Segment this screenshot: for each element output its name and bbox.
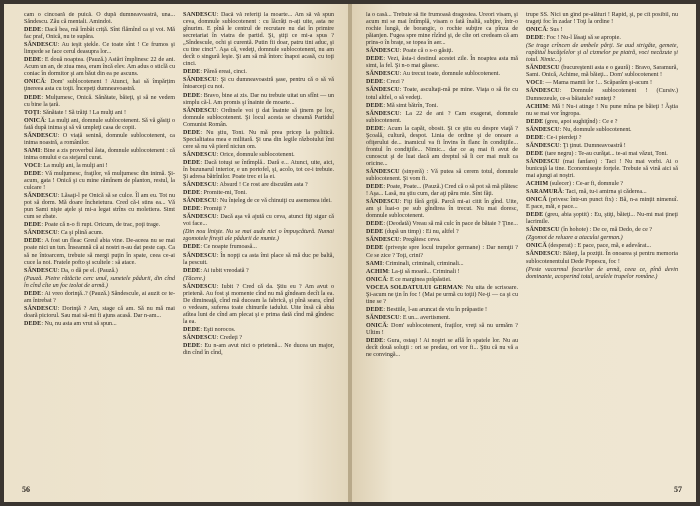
dialogue-line <box>526 227 678 234</box>
speaker-name: VOCEA SOLDATULUI GERMAN <box>366 284 462 291</box>
dialogue-line <box>366 245 518 259</box>
dialogue-line <box>526 80 678 87</box>
speaker-name: SĂNDESCU <box>24 42 58 49</box>
dialogue-line <box>183 335 334 342</box>
speaker-name: SAMI <box>366 260 383 267</box>
speaker-name: DEDE <box>24 170 42 177</box>
line-text: : Promiţi ? <box>200 206 227 213</box>
dialogue-line <box>526 12 678 26</box>
dialogue-line <box>366 237 518 244</box>
speaker-name: DEDE <box>366 221 384 228</box>
speaker-name: ONICĂ <box>24 79 45 86</box>
dialogue-line <box>24 171 175 192</box>
speaker-name: SĂNDESCU <box>526 227 560 234</box>
dialogue-line <box>526 127 678 134</box>
dialogue-line <box>526 135 678 142</box>
speaker-name: SĂNDESCU <box>366 199 400 206</box>
dialogue-line <box>183 253 334 267</box>
line-text: : Mă simt bătrîn, Toni. <box>383 102 438 109</box>
speaker-name: ONICĂ <box>366 276 387 283</box>
speaker-name: DEDE <box>366 338 384 345</box>
line-text: : Dom' sublocotenent ! Atunci, hai să împărțim ţinereea asta cu toţii. Începeți dumneavoastră. <box>24 79 175 93</box>
book-spread <box>4 4 696 502</box>
speaker-name: ACHIM <box>526 181 549 188</box>
speaker-name: SĂNDESCU <box>366 87 400 94</box>
dialogue-line <box>526 235 678 242</box>
line-text: : Băieţi, la poziţii. În onoarea şi pentru memoria sublocotenentului Dede Popescu, foc ! <box>526 251 678 265</box>
line-text: : Bravo, bine ai zis. Dar nu trebuie uitat un sfînt — un simplu că-l. Am promis şi înainte de moarte... <box>183 92 334 106</box>
speaker-name: DEDE <box>183 343 201 350</box>
line-text: : — Mama mamii lor !... Scăparăm şi-acum ! <box>542 80 653 87</box>
dialogue-line <box>526 212 678 226</box>
dialogue-line <box>24 306 175 320</box>
line-text: : Toate, ascultaţi-mă pe mine. Viaţa o să fie cu totul altfel, o să vedeţi. <box>366 87 518 101</box>
dialogue-line <box>366 285 518 306</box>
dialogue-line <box>183 244 334 251</box>
dialogue-line <box>183 327 334 334</box>
line-text: : Criminali, criminali, criminali... <box>382 260 464 267</box>
dialogue-line <box>183 214 334 228</box>
line-text: : Dacă aşa vă ajută cu ceva, atunci fiţi sigur că voi face... <box>183 214 334 228</box>
line-text: (sinyeră) : Vă putea să cerem totul, domnule sublocotenent. Şi vom fi. <box>366 168 518 183</box>
dialogue-line <box>183 343 334 357</box>
speaker-name: DEDE <box>366 102 384 109</box>
dialogue-line <box>24 193 175 221</box>
speaker-name: DEDE <box>526 150 544 157</box>
speaker-name: ONICĂ <box>526 197 547 204</box>
line-text: : Ai vreo dorinţă..? (Pauză.) Săndescule, ai auzit ce te-am întrebat ? <box>24 290 175 304</box>
line-text: : Dacă bea, mă îmbăt criță. Sînt flămînd ca și voi. Mă fac praf, Onică, nu te supăra. <box>24 27 175 41</box>
line-text: : Eu n-am avut nici o prietenă... Ne ducea un major, din cînd în cînd, <box>183 343 334 357</box>
dialogue-line <box>526 197 678 211</box>
dialogue-line <box>183 77 334 91</box>
dialogue-line <box>24 163 175 170</box>
line-text: (în hohote) : De ce, mă Dedo, de ce ? <box>559 227 653 234</box>
speaker-name: SĂNDESCU <box>366 314 400 321</box>
dialogue-line <box>526 119 678 126</box>
line-text: (bucureştenii asta e o gaură) : Bravo, Saramură, Sami. Onică, Achime, mă băieţi... Dom' sublocotenent ! <box>526 65 678 79</box>
dialogue-line <box>24 276 175 290</box>
speaker-name: SĂNDESCU <box>24 267 58 274</box>
speaker-name: SĂNDESCU <box>526 88 560 95</box>
speaker-name: ONICĂ <box>24 117 45 124</box>
line-text: : Foc ! Nu-l lăsaţi să se apropie. <box>543 35 621 42</box>
speaker-name: SĂNDESCU <box>183 12 217 18</box>
speaker-name: DEDE <box>24 94 42 101</box>
line-text: : Păreă ereai, cinci. <box>200 69 247 76</box>
speaker-name: DEDE <box>366 56 384 63</box>
line-text: : Poate, Poate... (Pauză.) Cred că o să pot să mă plătesc ! Aşa... Lasă, nu ştiu cum, dar aţi păru mie. Sînt făţi. <box>366 184 518 198</box>
line-text: : Ordinele voi ţi dat înainte să ţinem pe loc, domnule sublocotenent. Şi locul acesta se cheamă Partidul Comunist Român. <box>183 107 334 128</box>
dialogue-line <box>183 206 334 213</box>
line-text: : Pregătesc ceva. <box>399 237 441 244</box>
speaker-name: VOCI <box>24 162 41 169</box>
dialogue-line <box>366 111 518 125</box>
line-text: : Nu uita de scrisoare. Şi-acum ne ţin în foc ! (Mai pe urmă cu toţii) Ne-ţi — ca şi cu tine se ? <box>366 284 518 305</box>
right-page <box>352 4 696 502</box>
speaker-name: SĂNDESCU <box>526 158 560 165</box>
line-text: : Au trecut toate, domnule sublocotenent. <box>399 71 501 78</box>
line-text: : La-ţi să moară... Criminali ! <box>388 268 460 275</box>
speaker-name: SĂNDESCU <box>183 283 217 290</box>
speaker-name: ACHIM <box>366 268 389 275</box>
dialogue-line <box>366 277 518 284</box>
speaker-name: SĂNDESCU <box>183 77 217 84</box>
dialogue-line <box>24 222 175 229</box>
dialogue-line <box>526 143 678 150</box>
line-text: la o casă... Trebuie să fie frumoasă dragostea. Ureori visam, şi acum mi se mai întîmplă, visam o fată înaltă, subţire, într-o rochie lungă, de borangic, o rochie subţire ca pînza de păianjen. Fugea spre mine rîzînd şi, de cîte ori credeam că am prins-o în braţe, se topea în aer... <box>366 12 518 47</box>
speaker-name: DEDE <box>366 125 384 132</box>
stage-direction: (Peste vacarmul focurilor de armă, ceea ce, pînă devin dominante, acoperind totul, uralele trupelor române.) <box>526 266 678 280</box>
speaker-name: DEDE <box>183 206 201 213</box>
line-text: : Eşti norocos. <box>200 326 236 333</box>
speaker-name: SĂNDESCU <box>366 71 400 78</box>
line-text: (mai fanfaro) : Taci ! Nu mai vorbi. Ai o bunicuţă la tine. Economiseşte forţele. Trebuie să vină aici să mai ajungi ai noştri. <box>526 158 678 179</box>
dialogue-line <box>526 104 678 118</box>
speaker-name: DEDE <box>183 69 201 76</box>
speaker-name: SĂNDESCU <box>526 142 560 149</box>
speaker-name: SĂNDESCU <box>24 193 58 200</box>
speaker-name: SĂNDESCU <box>366 237 400 244</box>
dialogue-line <box>24 148 175 162</box>
line-text: : Iubit ? Cred că da. Ştiu eu ? Am avut o prietenă. Au fost şi momente cînd nu mă gîndeam decît la ea. De dimineaţă, cînd mă duceam la fabrică, şi pînă seara, cînd o vedeam, suferea toate chinurile iadului. Uite însă că abia atîtea luni de cînd am plecat şi e prima dată cînd mă gîndesc la ea. <box>183 283 334 325</box>
line-text: : Nu înțeleg de ce vă chinuiţi cu asemenea idei. <box>216 198 332 205</box>
line-text: : Vă mulţumesc, fraţilor, vă mulţumesc din inimă. Şi-acum, gata ! Onică şi cu mine rămînem de planton, restul, la culcare ! <box>24 170 175 192</box>
line-text: : Domnule sublocotenent ! (Cursiv.) Dumnezeule, ce-a băiatule? sunteţi ? <box>526 88 678 102</box>
speaker-name: DEDE <box>366 79 384 86</box>
line-text: : A fost un fleac Greul abia vine. De-aceea nu se mai poate nici un tun. Înseamnă că ai nostri n-au dat peste cap. Ca să ne întoarcem, trebuie să mergi puţin în spate, ceea ce-ai cuce la noi. Fratele pofto şi scultele : să atace. <box>24 238 175 266</box>
speaker-name: SĂNDESCU <box>366 48 400 55</box>
right-page-number: 57 <box>674 485 682 494</box>
line-text: : La mulţi ani, domnule sublocotenent. Să vă găsiţi o fată după inima şi să vă umpleţi casa de copii. <box>24 117 175 131</box>
dialogue-line <box>526 88 678 102</box>
line-text: : Lăsaţi-l pe Onică să se culce. Îl am eu. Tot nu pot să dorm. Mă doare încheietura. Cred că-i stins ea... Vă pun Sami nişte aţele şi mi-a legat strîns cu moletiera. Simt cum se zbate. <box>24 193 175 221</box>
line-text: : Nu ştiu, Toni. Nu mă prea pricep la politică. Specialitatea mea e militară. Şi una din legile războiului îmi cere să nu vă pierd niciun om. <box>183 129 334 150</box>
dialogue-line <box>366 126 518 168</box>
line-text: (privesc într-un punct fix) : Bă, n-a mințit nimenuî. E pace, măi, e pace... <box>526 197 678 211</box>
left-page-column-2 <box>183 12 334 476</box>
speaker-name: DEDE <box>366 306 384 313</box>
speaker-name: SĂNDESCU <box>183 252 217 259</box>
line-text: : Şi cu dumneavoastră şase, pentru că o să vă întoarceţi cu noi. <box>183 77 334 91</box>
dialogue-line <box>366 261 518 268</box>
dialogue-line <box>24 268 175 275</box>
line-text: (tare negru) : Te-au curăţat... te-ai mai văzut, Toni. <box>543 150 668 157</box>
line-text: : O viață senină, domnule sublocotenent, ca inima noastră, a românilor. <box>24 132 175 146</box>
line-text: : E două noaptea. (Pauză.) Astări împlinesc 22 de ani. Acum un an, de ziua mea, eram încă elev. Am adus o sticlă cu coniac în dormitor şi am băut din ea pe ascuns. <box>24 57 175 78</box>
line-text: : Ce-i pierdeţi ? <box>543 134 582 141</box>
speaker-name: SĂNDESCU <box>183 198 217 205</box>
line-text: : E un... avertisment. <box>399 314 451 321</box>
line-text: : La mulţi ani, la mulţi ani ! <box>40 162 108 169</box>
line-text: (desperat) : E pace, pace, mă, e adevărat... <box>546 243 652 250</box>
dialogue-line <box>183 268 334 275</box>
line-text: : Au ieşit ştekle. Ce toate sînt ! Ce frumos şi limpede se face cerul deasupra lor... <box>24 42 175 56</box>
dialogue-line <box>366 71 518 78</box>
line-text: : Credeţi ? <box>216 335 243 342</box>
dialogue-line <box>526 181 678 188</box>
line-text: : Dacă totuşi se întîmplă.. Dară e... Atunci, uite, aici, în buzunarul interior, e un portofel, şi, acolo, tot ce-i trebuie. Şi adresa bătrînilor. Poate trec ei la ei. <box>183 159 334 181</box>
dialogue-line <box>24 291 175 305</box>
line-text: (greu, abia şoptit) : Eu, ştiţi, băieţi... Nu-mi mai ţineţi lacrimile. <box>526 212 678 226</box>
dialogue-line <box>366 323 518 337</box>
speaker-name: SĂNDESCU <box>183 214 217 221</box>
dialogue-line <box>366 307 518 314</box>
speaker-name: SARAMURĂ <box>526 189 563 196</box>
dialogue-line <box>183 108 334 129</box>
dialogue-line <box>366 79 518 86</box>
dialogue-line <box>183 93 334 107</box>
dialogue-line <box>183 130 334 151</box>
line-text: : Fiţi fără grijă. Parcă mi-ai citit în gînd. Uite, am şi luat-o pe sub gîndirea în trecut. Nu mai doresc, domnule sublocotenent. <box>366 199 518 220</box>
speaker-name: DEDE <box>24 320 42 327</box>
left-page <box>4 4 348 502</box>
dialogue-line <box>366 221 518 228</box>
dialogue-line <box>366 184 518 198</box>
dialogue-line <box>24 42 175 56</box>
dialogue-line <box>24 57 175 78</box>
line-text: : Ca şi plină acum. <box>57 230 104 237</box>
speaker-name: DEDE <box>24 27 42 34</box>
line-text: trupe SS. Nici un gînd pe-alături ! Rapid, şi, pe cît posibil, nu trageţi foc în zadar ! Toţi la ordine ! <box>526 12 678 26</box>
dialogue-line <box>366 315 518 322</box>
dialogue-line <box>526 151 678 158</box>
dialogue-line <box>366 87 518 101</box>
line-text: : Ţi ţinut. Dumneavoastră ! <box>559 142 626 149</box>
line-text: : Mă ! Nu-i atinge ! Nu pune mîna pe băieţi ! Ăştia nu se mai vor îngropa. <box>526 103 678 117</box>
speaker-name: ONICĂ <box>366 322 387 329</box>
dialogue-line <box>24 110 175 117</box>
speaker-name: SĂNDESCU <box>183 107 217 114</box>
dialogue-line <box>526 35 678 42</box>
stage-direction: (Tăcere.) <box>183 275 206 282</box>
line-text: : Bine a zis proverbul ăsta, domnule sublocotenent : că inima omului e ca stejarul curat. <box>24 147 175 161</box>
dialogue-line <box>24 95 175 109</box>
dialogue-line <box>183 190 334 197</box>
speaker-name: SĂNDESCU <box>24 230 58 237</box>
dialogue-line <box>526 251 678 265</box>
dialogue-line <box>183 69 334 76</box>
speaker-name: DEDE <box>24 222 42 229</box>
dialogue-line <box>24 133 175 147</box>
dialogue-line <box>366 229 518 236</box>
dialogue-line <box>526 159 678 180</box>
stage-direction: (Zgomot de reluare a atacului german.) <box>526 235 623 242</box>
line-text: : Poate că o s-o găsiţi. <box>399 48 454 55</box>
speaker-name: DEDE <box>526 118 544 125</box>
speaker-name: SĂNDESCU <box>366 110 400 117</box>
left-page-column-1 <box>24 12 175 476</box>
line-text: : Promite-mi, Toni. <box>200 190 247 197</box>
dialogue-line <box>366 269 518 276</box>
line-text: : Da, o dă pe el. (Pauză.) <box>57 267 118 274</box>
speaker-name: DEDE <box>366 229 384 236</box>
stage-direction: (Din nou linişte. Nu se mai aude nici o împuşcătură. Numai zgomotele fireşti ale pădurii de munte.) <box>183 229 334 243</box>
dialogue-line <box>183 198 334 205</box>
line-text: : Sănătate ! Să trăiţi ! La mulţi ani ! <box>39 109 127 116</box>
speaker-name: SĂNDESCU <box>183 182 217 189</box>
speaker-name: SĂNDESCU <box>526 251 560 258</box>
line-text: : Absurd ! Ce rost are discutăm asta ? <box>216 182 308 189</box>
speaker-name: ONICĂ <box>526 243 547 250</box>
speaker-name: DEDE <box>183 326 201 333</box>
line-text: : Taci, mă, tu-i amirna şi căderea... <box>562 189 647 196</box>
right-page-column-2 <box>526 12 678 476</box>
speaker-name: ONICĂ <box>526 27 547 34</box>
line-text: : Crezi ? <box>383 79 404 86</box>
speaker-name: SĂNDESCU <box>183 151 217 158</box>
speaker-name: SĂNDESCU <box>366 168 400 175</box>
speaker-name: DEDE <box>526 35 544 42</box>
speaker-name: TOŢI <box>24 109 40 116</box>
dialogue-line <box>24 230 175 237</box>
dialogue-line <box>183 182 334 189</box>
speaker-name: VOCI <box>526 80 543 87</box>
line-text: : Dom' sublocotenent, fraţilor, vreţi să nu urmăm ? Ultim ! <box>366 322 518 336</box>
stage-direction: (Pauză. Pietre rătăcite cerc unul, sunetele pădurii, din cînd în cînd cîte un foc izolat de armă.) <box>24 275 175 289</box>
speaker-name: SĂNDESCU <box>526 126 560 133</box>
line-text: : E ce marginea prăpăstiei. <box>386 276 452 283</box>
dialogue-line <box>24 321 175 328</box>
speaker-name: DEDE <box>366 184 384 191</box>
dialogue-line <box>24 12 175 26</box>
line-text: : Dorinţă ? Am, stage că am. Să nu mă mai doară piciorul. Sau mai să-mi fi ajuns acasă. Dar n-am... <box>24 305 175 319</box>
dialogue-line <box>24 27 175 41</box>
line-text: : Vezi, ăsta-i destinul acestei zile. În noaptea asta mă simt, la fel. Şi n-o mai găsesc. <box>366 56 518 70</box>
speaker-name: DEDE <box>24 57 42 64</box>
dialogue-line <box>24 238 175 266</box>
line-text: : În nopţi ca asta îmi place să mă duc pe baltă, la pescuit. <box>183 252 334 266</box>
speaker-name: DEDE <box>183 129 201 136</box>
dialogue-line <box>366 338 518 359</box>
line-text: : (Deodată) Vreau să mă culc în pace de bătaie ? Ţine... <box>383 221 518 228</box>
line-text: (sulecer) : Ce-ar fi, domnule ? <box>548 181 624 188</box>
line-text: : Acum la capăt, obosit. Şi ce ştiu eu despre viaţă ? Şcoală, cultură, despot. Linia de ordine şi de onoare a ofiţerului de... inamicul va fi învins în flanc în condiţiile... frontul în condiţiile... Nimic... dar ce aş mai fi avut de cunoscut şi de luat dacă am dreptul să îi cer mai mult ca oricine... <box>366 125 518 167</box>
dialogue-line <box>183 276 334 283</box>
right-page-column-1 <box>366 12 518 476</box>
dialogue-line <box>366 103 518 110</box>
dialogue-line <box>24 79 175 93</box>
speaker-name: DEDE <box>526 134 544 141</box>
line-text: : Poate că n-o fi rupt. Oricum, de trac, poţi trage. <box>41 222 161 229</box>
speaker-name: SĂNDESCU <box>24 132 58 139</box>
speaker-name: DEDE <box>526 212 544 219</box>
speaker-name: DEDE <box>183 159 201 166</box>
speaker-name: SĂNDESCU <box>183 335 217 342</box>
dialogue-line <box>366 169 518 183</box>
dialogue-line <box>366 56 518 70</box>
line-text: : La 22 de ani ? Cam exagerat, domnule sublocotenent. <box>366 110 518 124</box>
line-text: : Orice, domnule sublocotenent. <box>216 151 295 158</box>
dialogue-line <box>183 12 334 68</box>
line-text: : Dacă vă referiţi la moarte... Am să vă spun ceva, domnule sublocotenent : cu lăcrăți n-ați uite, asta ne gînurim. E pînă le centrul de recrutare nu dat în primire secretariat în viatra de partid. Şi, ştiţi ce mi-a spus ? „Sîndescule, ochi şi curentă. Putin fii doar, patru tini aduc, şi cu tine cinci". Aşa că, vedeţi, domnule sublocotenent, nu am decît o singură leşie. Şi am să mă întorc înapoi acasă, cu toţi cinci. <box>183 12 334 68</box>
line-text: (priveşte spre locul trupelor germane) : Dar nemţii ? Ce se zice ? Toţi, crini? <box>366 245 518 259</box>
speaker-name: SĂNDESCU <box>526 65 560 72</box>
speaker-name: DEDE <box>183 267 201 274</box>
dialogue-line <box>526 43 678 64</box>
speaker-name: SĂNDESCU <box>24 305 58 312</box>
dialogue-line <box>366 12 518 47</box>
dialogue-line <box>24 118 175 132</box>
dialogue-line <box>526 243 678 250</box>
speaker-name: DEDE <box>183 244 201 251</box>
dialogue-line <box>183 152 334 159</box>
line-text: (greu, apoi sughiţînd) : Ce e ? <box>543 118 618 125</box>
speaker-name: DEDE <box>183 92 201 99</box>
line-text: : Ce noapte frumoasă... <box>200 244 257 251</box>
stage-direction: (Se trage crîncen de ambele părţi. Se aud strigăte, gemete, rapăitul bucăţelelor şi al cizmelor pe piatră, voci necăzute şi totul. Nimic...) <box>526 43 678 64</box>
speaker-name: SAMI <box>24 147 41 154</box>
line-text: : Sus ! <box>546 27 563 34</box>
line-text: (după un timp) : Ei nu, altfel ? <box>383 229 459 236</box>
line-text: : Nu, nu asta am vrut să spun... <box>41 320 117 327</box>
speaker-name: DEDE <box>183 190 201 197</box>
line-text: : Ai iubit vreodată ? <box>200 267 249 274</box>
line-text: : Bestiile, l-au aruncat de viu în prăpastie ! <box>383 306 488 313</box>
speaker-name: ACHIM <box>526 103 549 110</box>
speaker-name: DEDE <box>24 290 42 297</box>
dialogue-line <box>526 267 678 281</box>
line-text: : Gura, ostaşi ! Ai noştri se află în spatele lor. Nu au decît două soluţii : ori se predau, ori vor fi... Ştiu că nu vă a ne convingă... <box>366 338 518 359</box>
line-text: : Nu, domnule sublocotenent. <box>559 126 632 133</box>
dialogue-line <box>526 189 678 196</box>
left-page-number: 56 <box>22 485 30 494</box>
line-text: cam o cincoară de puică. O după dumneavoastră, una... Săndescu. Zău că mentali. Amindoi. <box>24 12 175 26</box>
dialogue-line <box>183 229 334 243</box>
dialogue-line <box>526 27 678 34</box>
dialogue-line <box>183 284 334 326</box>
dialogue-line <box>183 160 334 181</box>
speaker-name: DEDE <box>366 245 384 252</box>
dialogue-line <box>526 65 678 79</box>
speaker-name: DEDE <box>24 238 42 245</box>
dialogue-line <box>366 48 518 55</box>
line-text: : Mulţumesc, Onică. Sănătate, băieţi, şi să ne vedem cu bine la țară. <box>24 94 175 108</box>
dialogue-line <box>366 199 518 220</box>
